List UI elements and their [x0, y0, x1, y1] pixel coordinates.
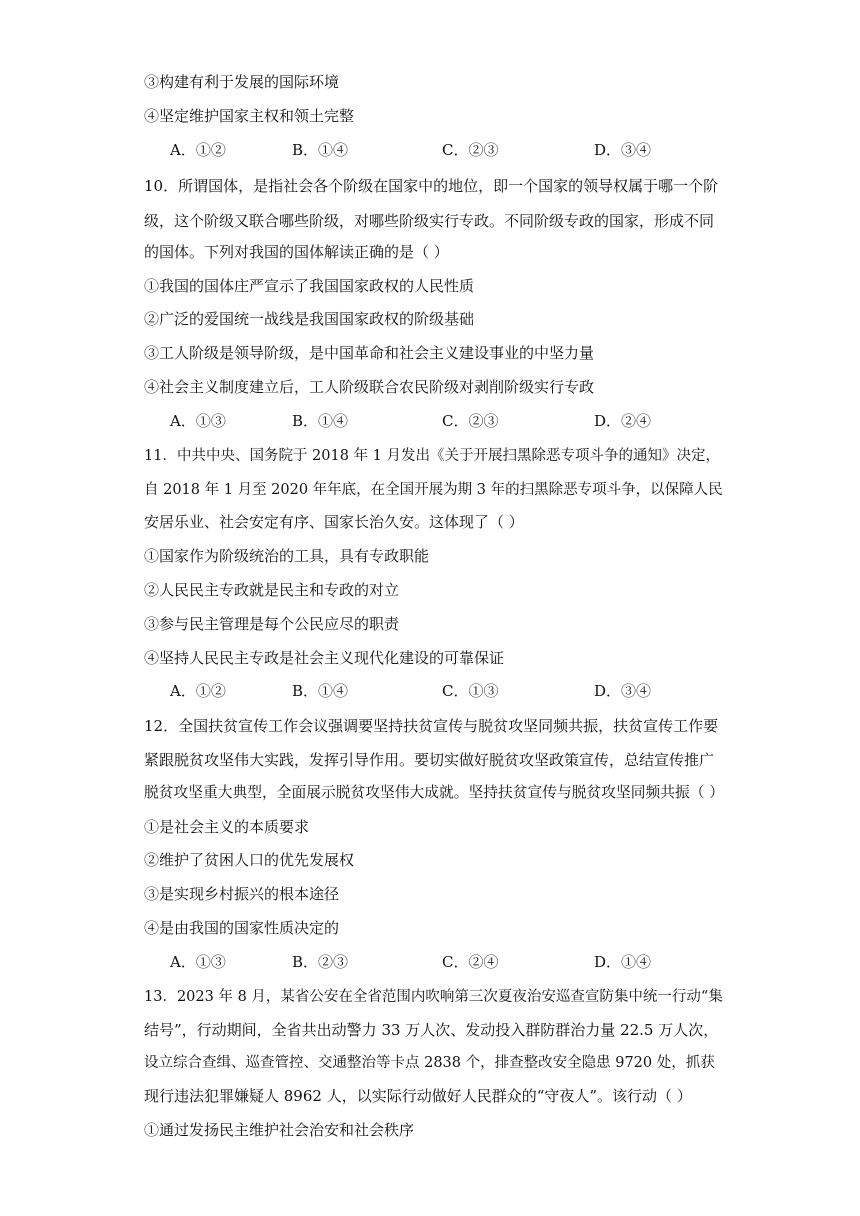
q9-option-c[interactable]: C．②③: [442, 141, 499, 159]
q12-stem-line-1: 12．全国扶贫宣传工作会议强调要坚持扶贫宣传与脱贫攻坚同频共振，扶贫宣传工作要: [144, 717, 719, 735]
q11-item-1: ①国家作为阶级统治的工具，具有专政职能: [144, 547, 430, 565]
q11-stem-line-3: 安居乐业、社会安定有序、国家长治久安。这体现了（ ）: [144, 513, 524, 531]
q10-stem-line-2: 级，这个阶级又联合哪些阶级，对哪些阶级实行专政。不同阶级专政的国家，形成不同: [144, 212, 715, 230]
q12-item-4: ④是由我国的国家性质决定的: [144, 919, 340, 937]
q12-option-a[interactable]: A．①③: [170, 953, 226, 971]
q12-option-b[interactable]: B．②③: [292, 953, 349, 971]
q10-item-2: ②广泛的爱国统一战线是我国国家政权的阶级基础: [144, 310, 475, 328]
q11-option-a[interactable]: A．①②: [170, 682, 226, 700]
q9-option-d[interactable]: D．③④: [594, 141, 652, 159]
q11-option-d[interactable]: D．③④: [594, 682, 652, 700]
q10-stem-line-3: 的国体。下列对我国的国体解读正确的是（ ）: [144, 243, 449, 261]
q10-item-1: ①我国的国体庄严宣示了我国国家政权的人民性质: [144, 277, 475, 295]
q12-option-d[interactable]: D．①④: [594, 953, 652, 971]
q11-item-4: ④坚持人民民主专政是社会主义现代化建设的可靠保证: [144, 649, 505, 667]
q11-option-c[interactable]: C．①③: [442, 682, 499, 700]
q12-item-3: ③是实现乡村振兴的根本途径: [144, 885, 340, 903]
q12-item-1: ①是社会主义的本质要求: [144, 818, 310, 836]
q10-item-3: ③工人阶级是领导阶级，是中国革命和社会主义建设事业的中坚力量: [144, 344, 595, 362]
q10-item-4: ④社会主义制度建立后，工人阶级联合农民阶级对剥削阶级实行专政: [144, 378, 595, 396]
q10-stem-line-1: 10．所谓国体，是指社会各个阶级在国家中的地位，即一个国家的领导权属于哪一个阶: [144, 177, 719, 195]
q13-item-1: ①通过发扬民主维护社会治安和社会秩序: [144, 1121, 415, 1139]
q10-option-c[interactable]: C．②③: [442, 412, 499, 430]
q13-stem-line-1: 13．2023 年 8 月，某省公安在全省范围内吹响第三次夏夜治安巡查宣防集中统一行动“集: [144, 989, 723, 1005]
q13-stem-line-2: 结号”，行动期间，全省共出动警力 33 万人次、发动投入群防群治力量 22.5 万人次，: [144, 1021, 719, 1039]
q9-option-b[interactable]: B．①④: [292, 141, 349, 159]
q11-option-b[interactable]: B．①④: [292, 682, 349, 700]
q10-option-d[interactable]: D．②④: [594, 412, 652, 430]
q9-item-4: ④坚定维护国家主权和领土完整: [144, 107, 355, 125]
q10-option-b[interactable]: B．①④: [292, 412, 349, 430]
q11-item-3: ③参与民主管理是每个公民应尽的职责: [144, 615, 400, 633]
q9-item-3: ③构建有利于发展的国际环境: [144, 73, 340, 91]
q12-option-c[interactable]: C．②④: [442, 953, 499, 971]
q12-item-2: ②维护了贫困人口的优先发展权: [144, 851, 355, 869]
q11-stem-line-2: 自 2018 年 1 月至 2020 年年底，在全国开展为期 3 年的扫黑除恶专项斗争，以保障人民: [144, 482, 723, 498]
q13-stem-line-4: 现行违法犯罪嫌疑人 8962 人，以实际行动做好人民群众的“守夜人”。该行动（ ）: [144, 1087, 692, 1105]
q12-stem-line-2: 紧跟脱贫攻坚伟大实践，发挥引导作用。要切实做好脱贫攻坚政策宣传，总结宣传推广: [144, 751, 715, 769]
q11-stem-line-1: 11．中共中央、国务院于 2018 年 1 月发出《关于开展扫黑除恶专项斗争的通知》决定，: [144, 448, 721, 464]
q9-option-a[interactable]: A．①②: [170, 141, 226, 159]
q12-stem-line-3: 脱贫攻坚重大典型，全面展示脱贫攻坚伟大成就。坚持扶贫宣传与脱贫攻坚同频共振（ ）: [144, 784, 724, 801]
q13-stem-line-3: 设立综合查缉、巡查管控、交通整治等卡点 2838 个，排查整改安全隐患 9720 处，抓获: [144, 1055, 715, 1071]
q11-item-2: ②人民民主专政就是民主和专政的对立: [144, 581, 400, 599]
q10-option-a[interactable]: A．①③: [170, 412, 226, 430]
